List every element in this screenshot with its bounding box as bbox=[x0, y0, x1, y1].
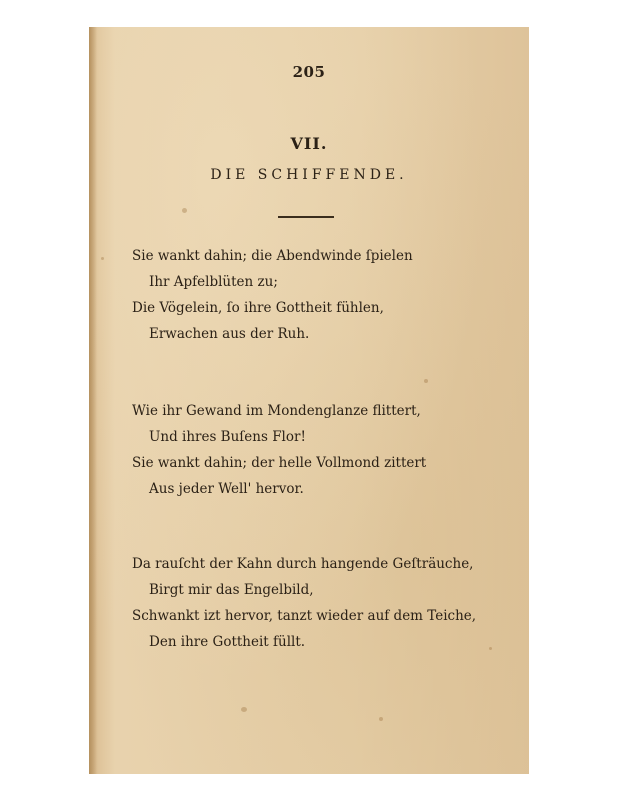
foxing-spot bbox=[379, 717, 383, 721]
book-page bbox=[89, 27, 529, 774]
poem-line: Den ihre Gottheit füllt. bbox=[149, 634, 306, 650]
poem-line: Sie wankt dahin; der helle Vollmond zittert bbox=[132, 455, 427, 471]
stanza-2 bbox=[132, 398, 426, 502]
poem-line: Da rauſcht der Kahn durch hangende Geſträuche, bbox=[132, 556, 474, 572]
poem-line: Aus jeder Well' hervor. bbox=[149, 481, 304, 497]
poem-line: Schwankt izt hervor, tanzt wieder auf dem Teiche, bbox=[132, 608, 477, 624]
poem-line: Erwachen aus der Ruh. bbox=[149, 326, 310, 342]
foxing-spot bbox=[424, 379, 428, 383]
chapter-numeral: VII. bbox=[290, 134, 328, 153]
poem-line: Ihr Apfelblüten zu; bbox=[149, 274, 278, 290]
foxing-spot bbox=[489, 647, 492, 650]
foxing-spot bbox=[101, 257, 104, 260]
poem-line: Die Vögelein, ſo ihre Gottheit fühlen, bbox=[132, 300, 384, 316]
poem-line: Wie ihr Gewand im Mondenglanze flittert, bbox=[132, 403, 421, 419]
poem-line: Sie wankt dahin; die Abendwinde ſpielen bbox=[132, 248, 413, 264]
poem-line: Und ihres Buſens Flor! bbox=[149, 429, 306, 445]
poem-title: DIE SCHIFFENDE. bbox=[210, 167, 408, 183]
stanza-1 bbox=[132, 243, 413, 347]
page-number: 205 bbox=[292, 63, 326, 81]
title-divider-rule bbox=[278, 216, 334, 218]
foxing-spot bbox=[241, 707, 247, 712]
poem-line: Birgt mir das Engelbild, bbox=[149, 582, 314, 598]
foxing-spot bbox=[182, 208, 187, 213]
stanza-3 bbox=[132, 551, 476, 655]
